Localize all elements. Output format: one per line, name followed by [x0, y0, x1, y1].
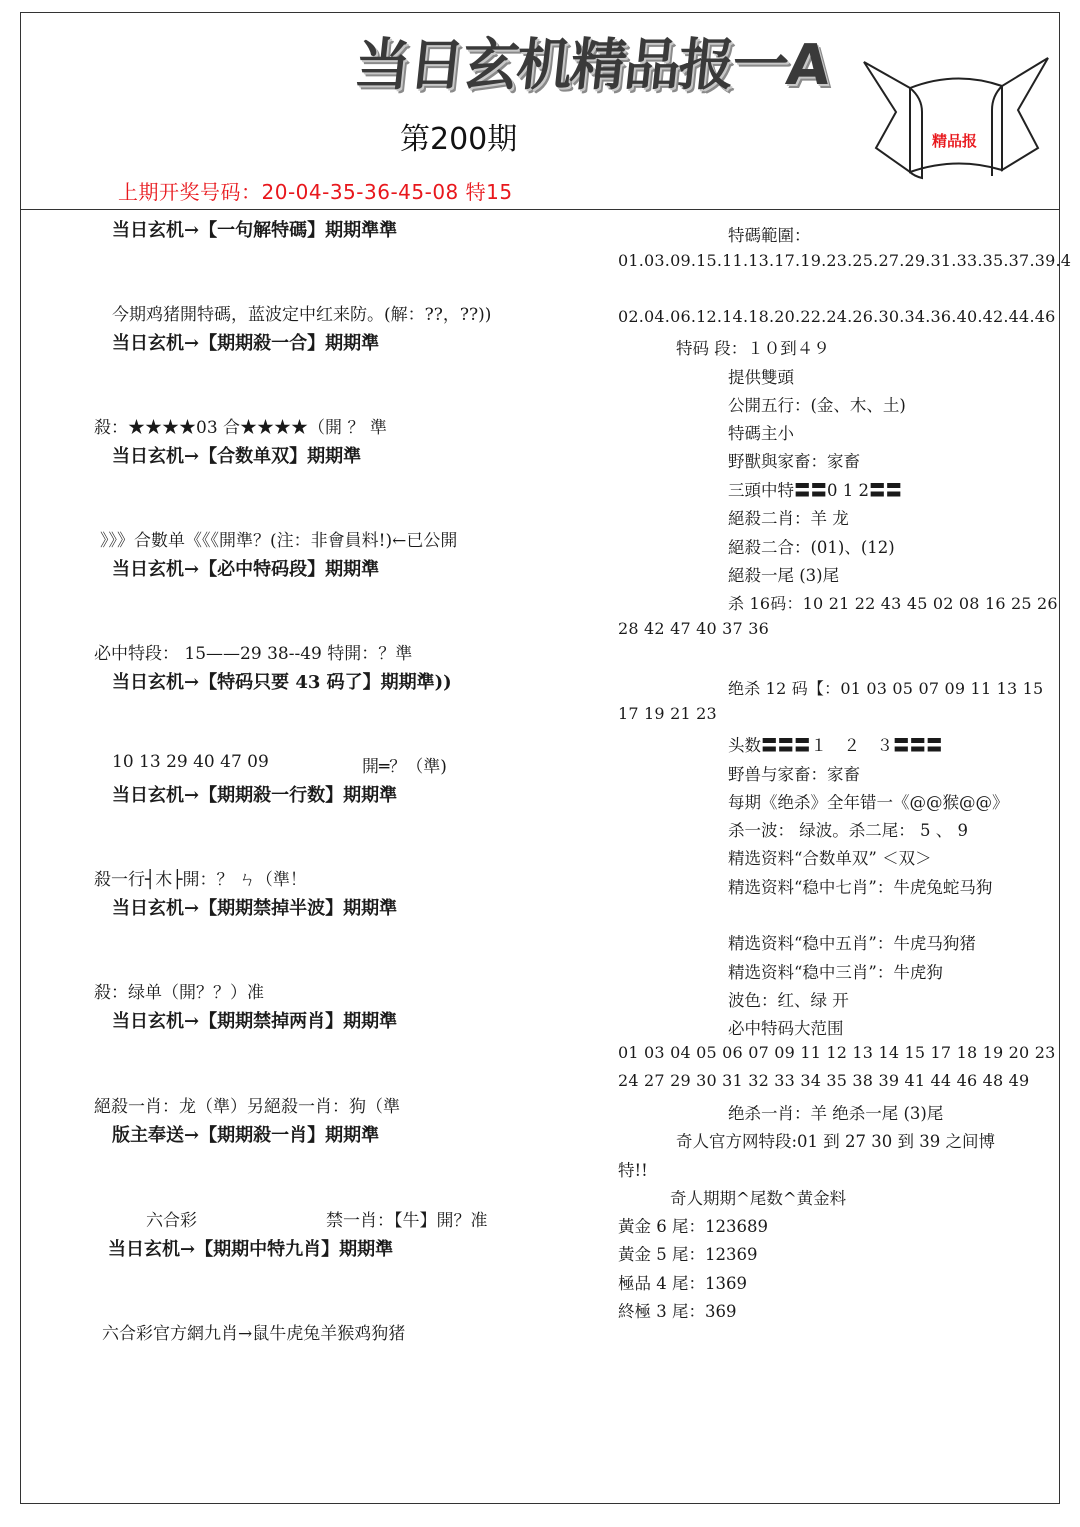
tip-line: 絕殺一尾 (3)尾 [728, 566, 840, 585]
section-heading: 当日玄机→【必中特码段】期期準 [112, 559, 380, 580]
title-banner [351, 22, 865, 100]
issue-number: 第200期 [400, 122, 518, 157]
big-range-line: 24 27 29 30 31 32 33 34 35 38 39 41 44 46 48 49 [618, 1071, 1030, 1090]
range-label: 特碼範圍： [728, 226, 811, 245]
section-body: 今期鸡猪開特碼，蓝波定中红来防。(解：??，??)) [112, 305, 492, 325]
section-heading: 当日玄机→【期期中特九肖】期期準 [108, 1239, 394, 1260]
kill-16-line: 杀 16码：10 21 22 43 45 02 08 16 25 26 [728, 594, 1058, 613]
section-body: 》》》合數单《《《開準？(注：非會員料!)←已公開 [100, 531, 458, 551]
section-heading: 当日玄机→【期期禁掉半波】期期準 [112, 898, 398, 919]
section-heading: 当日玄机→【一句解特碼】期期準準 [112, 220, 398, 241]
kill-12-line: 17 19 21 23 [618, 704, 717, 723]
tip-line: 公開五行：(金、木、土) [728, 396, 906, 415]
header-divider [20, 209, 1060, 210]
section-body: 開═？（準) [362, 757, 447, 777]
gold-tail-line: 極品 4 尾：1369 [618, 1274, 747, 1293]
section-body: 絕殺一肖：龙（準）另絕殺一肖：狗（準 [94, 1097, 400, 1117]
kill-16-line: 28 42 47 40 37 36 [618, 619, 769, 638]
section-body: 殺：绿单（開？？）准 [94, 983, 264, 1003]
tip-line: 奇人官方网特段:01 到 27 30 到 39 之间博 [676, 1132, 996, 1151]
section-body: 10 13 29 40 47 09 [112, 752, 269, 772]
range-line: 01.03.09.15.11.13.17.19.23.25.27.29.31.33.35.37.39.4 [618, 251, 1072, 270]
big-range-line: 01 03 04 05 06 07 09 11 12 13 14 15 17 18 19 20 23 [618, 1043, 1056, 1062]
tip-line: 必中特码大范围 [728, 1019, 844, 1038]
emblem-label: 精品报 [932, 132, 978, 150]
tip-line: 精选资料“稳中三肖”：牛虎狗 [728, 963, 943, 982]
tip-line: 波色：红、绿 开 [728, 991, 849, 1010]
section-body: 禁一肖：【牛】開？准 [326, 1211, 488, 1231]
previous-draw: 上期开奖号码：20-04-35-36-45-08 特15 [118, 180, 513, 204]
tip-line: 特!! [618, 1161, 648, 1180]
tip-line: 野獸與家畜：家畜 [728, 452, 860, 471]
tip-line: 头数〓〓〓１ ２ ３〓〓〓 [728, 736, 943, 755]
tip-line: 提供雙頭 [728, 368, 794, 387]
section-body: 必中特段： 15——29 38--49 特開：？準 [94, 644, 413, 664]
tip-line: 精选资料“稳中七肖”：牛虎兔蛇马狗 [728, 878, 993, 897]
tip-line: 三頭中特〓〓0 1 2〓〓 [728, 481, 902, 500]
tip-line: 绝杀一肖：羊 绝杀一尾 (3)尾 [728, 1104, 944, 1123]
scroll-emblem-icon [862, 52, 1050, 198]
gold-tail-line: 黃金 5 尾：12369 [618, 1245, 758, 1264]
tip-line: 野兽与家畜：家畜 [728, 765, 860, 784]
tip-line: 特碼主小 [728, 424, 794, 443]
tip-line: 絕殺二合：(01)、(12) [728, 538, 895, 557]
section-heading: 当日玄机→【期期殺一行数】期期準 [112, 785, 398, 806]
tip-line: 精选资料“合数单双” ＜双＞ [728, 849, 932, 868]
section-heading: 当日玄机→【合数单双】期期準 [112, 446, 362, 467]
gold-tail-line: 黃金 6 尾：123689 [618, 1217, 768, 1236]
section-body: 殺：★★★★03 合★★★★（開 ？ 準 [94, 418, 387, 438]
tip-line: 絕殺二肖：羊 龙 [728, 509, 849, 528]
section-heading: 当日玄机→【特码只要 43 码了】期期準)) [112, 672, 452, 693]
section-heading: 当日玄机→【期期殺一合】期期準 [112, 333, 380, 354]
section-body: 六合彩 [146, 1211, 197, 1231]
section-body: 殺一行┤木├開：？ ㄣ（準！ [94, 870, 307, 890]
section-body: 六合彩官方網九肖→鼠牛虎兔羊猴鸡狗猪 [102, 1324, 406, 1344]
special-segment: 特码 段：１０到４９ [676, 339, 830, 358]
section-heading: 版主奉送→【期期殺一肖】期期準 [112, 1125, 380, 1146]
tip-line: 杀一波： 绿波。杀二尾： 5 、 9 [728, 821, 968, 840]
tip-line: 奇人期期^尾数^黄金料 [670, 1189, 847, 1208]
page-title: 当日玄机精品报一A [351, 33, 832, 98]
kill-12-line: 绝杀 12 码【：01 03 05 07 09 11 13 15 [728, 679, 1044, 698]
gold-tail-line: 終極 3 尾：369 [618, 1302, 737, 1321]
tip-line: 精选资料“稳中五肖”：牛虎马狗猪 [728, 934, 976, 953]
tip-line: 每期《绝杀》全年错一《@@猴@@》 [728, 793, 1009, 812]
range-line: 02.04.06.12.14.18.20.22.24.26.30.34.36.40.42.44.46 [618, 307, 1056, 326]
section-heading: 当日玄机→【期期禁掉两肖】期期準 [112, 1011, 398, 1032]
